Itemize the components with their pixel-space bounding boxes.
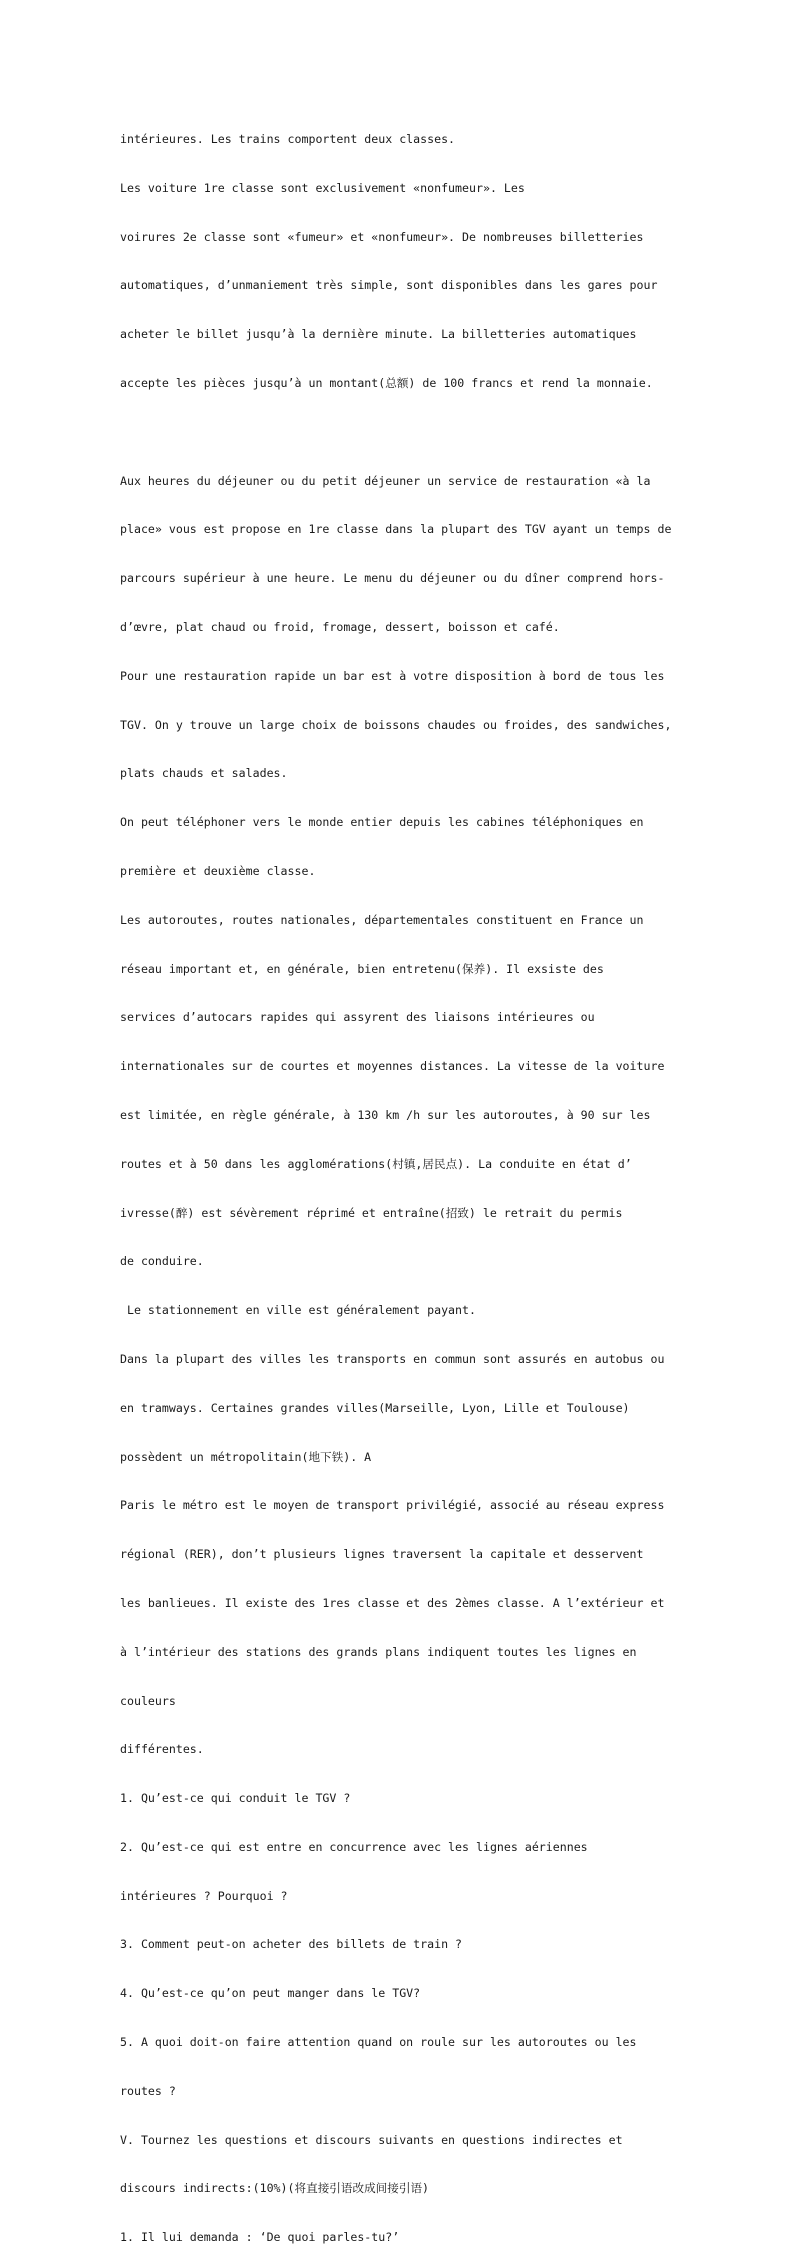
text-line: acheter le billet jusqu’à la dernière minute. La billetteries automatiques (120, 327, 637, 342)
text-line: Les voiture 1re classe sont exclusivement «nonfumeur». Les (120, 180, 525, 195)
text-line: régional (RER), don’t plusieurs lignes traversent la capitale et desservent (120, 1547, 644, 1562)
text-line: Les autoroutes, routes nationales, départementales constituent en France un (120, 912, 644, 927)
text-line: Pour une restauration rapide un bar est à votre disposition à bord de tous les (120, 668, 665, 683)
text-line: intérieures. Les trains comportent deux classes. (120, 132, 456, 146)
section-heading: discours indirects:(10%)(将直接引语改成间接引语) (120, 2181, 430, 2196)
text-line: plats chauds et salades. (120, 766, 288, 781)
text-line: place» vous est propose en 1re classe dans la plupart des TGV ayant un temps de (120, 522, 672, 537)
text-line: routes et à 50 dans les agglomérations(村镇,居民点). La conduite en état d’ (120, 1156, 632, 1171)
question-line: 1. Qu’est-ce qui conduit le TGV ? (120, 1791, 351, 1806)
text-line: réseau important et, en générale, bien entretenu(保养). Il exsiste des (120, 961, 604, 976)
document-body (120, 101, 680, 2246)
question-line: routes ? (120, 2083, 176, 2098)
text-line: Aux heures du déjeuner ou du petit déjeuner un service de restauration «à la (120, 473, 651, 488)
question-line: 3. Comment peut-on acheter des billets de train ? (120, 1937, 463, 1952)
text-line: accepte les pièces jusqu’à un montant(总额) de 100 francs et rend la monnaie. (120, 375, 653, 390)
section-heading: V. Tournez les questions et discours suivants en questions indirectes et (120, 2132, 623, 2147)
text-line: On peut téléphoner vers le monde entier depuis les cabines téléphoniques en (120, 815, 644, 830)
text-line: différentes. (120, 1742, 204, 1757)
text-line: en tramways. Certaines grandes villes(Marseille, Lyon, Lille et Toulouse) (120, 1400, 630, 1415)
text-line: Le stationnement en ville est généralement payant. (120, 1303, 476, 1318)
text-line: possèdent un métropolitain(地下铁). A (120, 1449, 372, 1464)
text-line: TGV. On y trouve un large choix de boissons chaudes ou froides, des sandwiches, (120, 717, 672, 732)
question-line: intérieures ? Pourquoi ? (120, 1888, 288, 1903)
exercise-line: 1. Il lui demanda : ‘De quoi parles-tu?’ (120, 2230, 400, 2245)
text-line: automatiques, d’unmaniement très simple, sont disponibles dans les gares pour (120, 278, 658, 293)
text-line: d’œvre, plat chaud ou froid, fromage, dessert, boisson et café. (120, 619, 560, 634)
text-line: les banlieues. Il existe des 1res classe et des 2èmes classe. A l’extérieur et (120, 1595, 665, 1610)
paragraph-gap (120, 422, 680, 443)
question-line: 5. A quoi doit-on faire attention quand on roule sur les autoroutes ou les (120, 2035, 637, 2050)
question-line: 2. Qu’est-ce qui est entre en concurrence avec les lignes aériennes (120, 1839, 588, 1854)
text-line: est limitée, en règle générale, à 130 km /h sur les autoroutes, à 90 sur les (120, 1107, 651, 1122)
text-line: parcours supérieur à une heure. Le menu du déjeuner ou du dîner comprend hors- (120, 571, 665, 586)
question-line: 4. Qu’est-ce qu’on peut manger dans le TGV? (120, 1986, 421, 2001)
text-line: Dans la plupart des villes les transports en commun sont assurés en autobus ou (120, 1351, 665, 1366)
text-line: première et deuxième classe. (120, 863, 316, 878)
text-line: ivresse(醉) est sévèrement réprimé et entraîne(招致) le retrait du permis (120, 1205, 623, 1220)
text-line: services d’autocars rapides qui assyrent des liaisons intérieures ou (120, 1010, 595, 1025)
text-line: Paris le métro est le moyen de transport privilégié, associé au réseau express (120, 1498, 665, 1513)
text-line: à l’intérieur des stations des grands plans indiquent toutes les lignes en (120, 1644, 637, 1659)
text-line: de conduire. (120, 1254, 204, 1269)
text-line: voirures 2e classe sont «fumeur» et «nonfumeur». De nombreuses billetteries (120, 229, 644, 244)
text-line: internationales sur de courtes et moyennes distances. La vitesse de la voiture (120, 1059, 665, 1074)
text-line: couleurs (120, 1693, 176, 1708)
